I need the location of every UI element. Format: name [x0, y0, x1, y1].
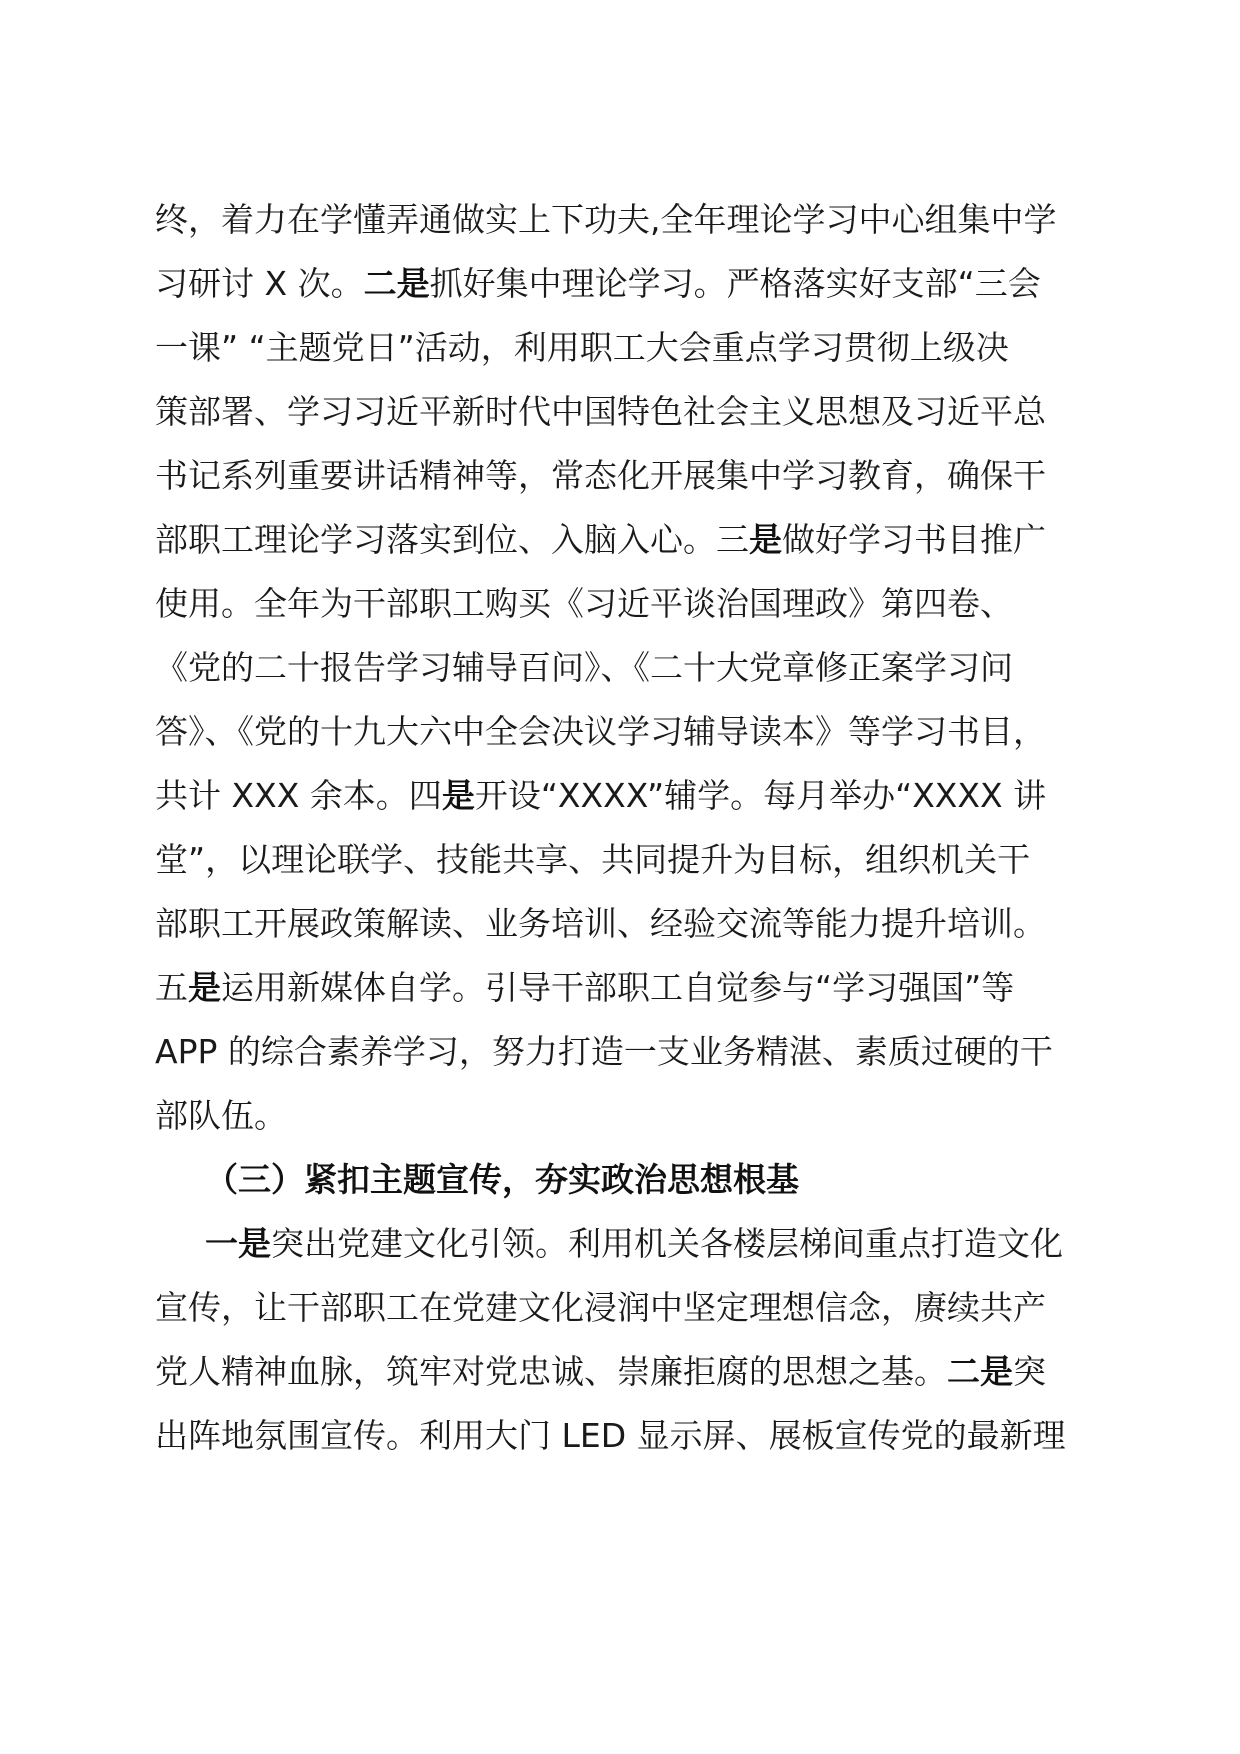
- text-line: [155, 700, 1046, 764]
- text-segment: 部职工理论学习落实到位、入脑入心。三: [155, 520, 749, 559]
- text-segment: 部队伍。: [155, 1096, 287, 1135]
- text-line: [155, 444, 1046, 508]
- text-segment: 习研讨 X 次。: [155, 264, 364, 303]
- text-line: [205, 1212, 1063, 1276]
- text-line: [155, 572, 1013, 636]
- text-segment: 五: [155, 968, 188, 1007]
- text-segment: 堂”，以理论联学、技能共享、共同提升为目标，组织机关干: [155, 840, 1031, 879]
- text-segment: 《党的二十报告学习辅导百问》、《二十大党章修正案学习问: [155, 648, 1013, 687]
- text-line: [155, 1404, 1066, 1468]
- text-segment: 做好学习书目推广: [782, 520, 1046, 559]
- text-segment: 突: [1013, 1352, 1046, 1391]
- text-line: [155, 892, 1046, 956]
- text-segment: 部职工开展政策解读、业务培训、经验交流等能力提升培训。: [155, 904, 1046, 943]
- bold-marker: 二是: [363, 264, 430, 303]
- text-line: [155, 636, 1013, 700]
- bold-marker: 一是: [205, 1224, 271, 1263]
- section-heading: （三）紧扣主题宣传，夯实政治思想根基: [205, 1160, 799, 1199]
- text-line: [155, 956, 1014, 1020]
- text-segment: 答》、《党的十九大六中全会决议学习辅导读本》等学习书目，: [155, 712, 1046, 751]
- text-segment: 突出党建文化引领。利用机关各楼层梯间重点打造文化: [271, 1224, 1063, 1263]
- text-line: [155, 316, 1009, 380]
- text-segment: APP 的综合素养学习，努力打造一支业务精湛、素质过硬的干: [155, 1032, 1053, 1071]
- text-line: [155, 508, 1046, 572]
- text-line: [155, 764, 1046, 828]
- text-segment: 终，着力在学懂弄通做实上下功夫,全年理论学习中心组集中学: [155, 200, 1057, 239]
- text-segment: 宣传，让干部职工在党建文化浸润中坚定理想信念，赓续共产: [155, 1288, 1046, 1327]
- bold-marker: 二是: [947, 1352, 1013, 1391]
- text-segment: 策部署、学习习近平新时代中国特色社会主义思想及习近平总: [155, 392, 1046, 431]
- text-segment: 运用新媒体自学。引导干部职工自觉参与“学习强国”等: [221, 968, 1015, 1007]
- text-line: [155, 1340, 1046, 1404]
- text-segment: 一课” “主题党日”活动，利用职工大会重点学习贯彻上级决: [155, 328, 1009, 367]
- text-line: [155, 252, 1041, 316]
- text-line: [155, 1020, 1053, 1084]
- text-segment: 抓好集中理论学习。严格落实好支部“三会: [429, 264, 1041, 303]
- text-segment: 书记系列重要讲话精神等，常态化开展集中学习教育，确保干: [155, 456, 1046, 495]
- text-line: [155, 380, 1046, 444]
- bold-marker: 是: [188, 968, 221, 1007]
- text-line: [155, 188, 1057, 252]
- text-segment: 共计 XXX 余本。四: [155, 776, 442, 815]
- bold-marker: 是: [749, 520, 782, 559]
- text-segment: 使用。全年为干部职工购买《习近平谈治国理政》第四卷、: [155, 584, 1013, 623]
- text-segment: 开设“XXXX”辅学。每月举办“XXXX 讲: [474, 776, 1047, 815]
- bold-marker: 是: [441, 776, 475, 815]
- text-line: [155, 1084, 287, 1148]
- text-segment: 出阵地氛围宣传。利用大门 LED 显示屏、展板宣传党的最新理: [155, 1416, 1066, 1455]
- text-line: [155, 1276, 1046, 1340]
- text-line: [155, 828, 1030, 892]
- text-segment: 党人精神血脉，筑牢对党忠诚、崇廉拒腐的思想之基。: [155, 1352, 947, 1391]
